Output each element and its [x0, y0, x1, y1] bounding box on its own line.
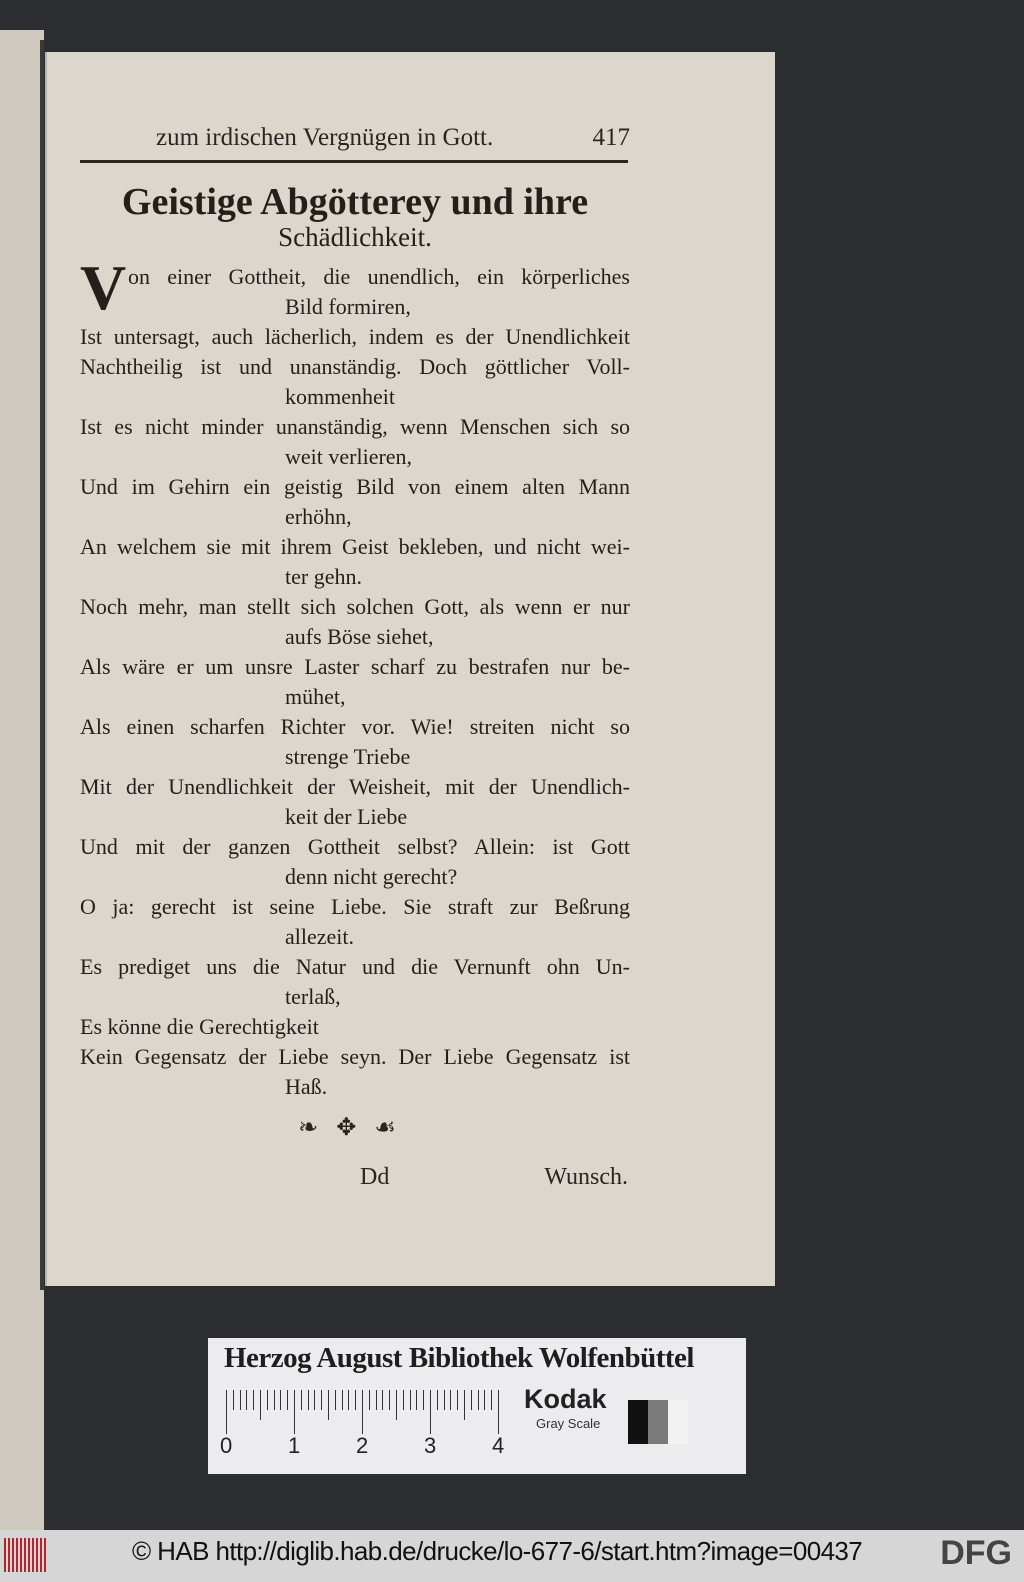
ruler-tick	[362, 1390, 363, 1434]
ruler-tick	[498, 1390, 499, 1434]
poem-line: Und mit der ganzen Gottheit selbst? Allein: ist Gott	[80, 834, 630, 859]
poem-line: keit der Liebe	[285, 804, 408, 829]
poem-line: Kein Gegensatz der Liebe seyn. Der Liebe Gegensatz ist	[80, 1044, 630, 1069]
ruler-tick	[464, 1390, 465, 1420]
scale-number: 1	[288, 1433, 301, 1458]
ruler-tick	[416, 1390, 417, 1410]
poem-line: Als wäre er um unsre Laster scharf zu bestrafen nur be-	[80, 654, 630, 679]
poem-line: denn nicht gerecht?	[285, 864, 458, 889]
ruler-tick	[478, 1390, 479, 1410]
poem-line: Noch mehr, man stellt sich solchen Gott, als wenn er nur	[80, 594, 630, 619]
ruler-tick	[471, 1390, 472, 1410]
poem-line: terlaß,	[285, 984, 341, 1009]
kodak-logo: Kodak	[524, 1384, 607, 1414]
ruler-tick	[314, 1390, 315, 1410]
footer-bar	[0, 1530, 1024, 1582]
gray-patch	[648, 1400, 668, 1444]
ruler-tick	[342, 1390, 343, 1410]
ruler-tick	[369, 1390, 370, 1410]
poem-line: An welchem sie mit ihrem Geist bekleben, und nicht wei-	[80, 534, 630, 559]
hab-logo-icon	[4, 1538, 48, 1572]
ruler-tick	[450, 1390, 451, 1410]
ruler-tick	[294, 1390, 295, 1434]
library-name: Herzog August Bibliothek Wolfenbüttel	[224, 1342, 694, 1374]
ruler-tick	[335, 1390, 336, 1410]
ruler-tick	[348, 1390, 349, 1410]
poem-line: Ist untersagt, auch lächerlich, indem es der Unendlichkeit	[80, 324, 630, 349]
page-number: 417	[592, 124, 630, 151]
ruler-tick	[396, 1390, 397, 1420]
poem-line: Haß.	[285, 1074, 328, 1099]
ruler-tick	[287, 1390, 288, 1410]
ruler-tick	[437, 1390, 438, 1410]
poem-title-line2: Schädlichkeit.	[278, 222, 432, 252]
ruler-tick	[301, 1390, 302, 1410]
ruler-tick	[280, 1390, 281, 1410]
color-target-card	[208, 1338, 746, 1474]
header-rule	[80, 160, 628, 163]
poem-line: Bild formiren,	[285, 294, 411, 319]
ruler-tick	[389, 1390, 390, 1410]
ruler-tick	[267, 1390, 268, 1410]
ruler-tick	[382, 1390, 383, 1410]
ruler-tick	[484, 1390, 485, 1410]
poem-body	[80, 252, 630, 1102]
poem-line: kommenheit	[285, 384, 395, 409]
scale-number: 0	[220, 1433, 233, 1458]
ruler-tick	[240, 1390, 241, 1410]
gray-patch	[668, 1400, 688, 1444]
page-header	[80, 122, 630, 156]
running-head: zum irdischen Vergnügen in Gott.	[156, 124, 494, 151]
scale-ruler	[226, 1390, 502, 1434]
catchword: Wunsch.	[544, 1164, 628, 1190]
poem-line: mühet,	[285, 684, 346, 709]
ruler-tick	[444, 1390, 445, 1410]
ruler-tick	[410, 1390, 411, 1410]
ruler-tick	[376, 1390, 377, 1410]
ruler-tick	[355, 1390, 356, 1410]
ruler-tick	[308, 1390, 309, 1410]
poem-line: aufs Böse siehet,	[285, 624, 434, 649]
scale-number: 2	[356, 1433, 369, 1458]
poem-line: strenge Triebe	[285, 744, 411, 769]
gray-scale-label: Gray Scale	[536, 1416, 601, 1431]
poem-line: O ja: gerecht ist seine Liebe. Sie straft zur Beßrung	[80, 894, 630, 919]
poem-line: Mit der Unendlichkeit der Weisheit, mit der Unendlich-	[80, 774, 630, 799]
poem-line: allezeit.	[285, 924, 355, 949]
ruler-tick	[226, 1390, 227, 1434]
ruler-tick	[491, 1390, 492, 1410]
poem-line: Ist es nicht minder unanständig, wenn Menschen sich so	[80, 414, 630, 439]
poem-line: Und im Gehirn ein geistig Bild von einem alten Mann	[80, 474, 630, 499]
poem-line: Nachtheilig ist und unanständig. Doch göttlicher Voll-	[80, 354, 630, 379]
facing-page-edge	[0, 30, 44, 1530]
ruler-tick	[246, 1390, 247, 1410]
poem-line: weit verlieren,	[285, 444, 413, 469]
scale-number: 4	[492, 1433, 505, 1458]
poem-title: Geistige Abgötterey und ihre	[121, 181, 589, 223]
ruler-tick	[253, 1390, 254, 1410]
ruler-tick	[274, 1390, 275, 1410]
scale-number: 3	[424, 1433, 437, 1458]
dfg-logo: DFG	[940, 1534, 1012, 1572]
ruler-tick	[260, 1390, 261, 1420]
ruler-tick	[328, 1390, 329, 1420]
ruler-tick	[403, 1390, 404, 1410]
ruler-tick	[321, 1390, 322, 1410]
ruler-tick	[457, 1390, 458, 1410]
ruler-tick	[233, 1390, 234, 1410]
poem-line: Es könne die Gerechtigkeit	[80, 1014, 319, 1039]
poem-line: ter gehn.	[285, 564, 362, 589]
drop-cap: V	[80, 252, 127, 323]
poem-line: erhöhn,	[285, 504, 352, 529]
signature-mark: Dd	[360, 1164, 390, 1190]
scale-numbers	[220, 1433, 520, 1459]
ruler-tick	[430, 1390, 431, 1434]
poem-line: Als einen scharfen Richter vor. Wie! streiten nicht so	[80, 714, 630, 739]
gray-patch	[628, 1400, 648, 1444]
page-gutter	[40, 40, 44, 1290]
ruler-tick	[423, 1390, 424, 1410]
poem-line: Es prediget uns die Natur und die Vernunft ohn Un-	[80, 954, 630, 979]
poem-line: on einer Gottheit, die unendlich, ein körperliches	[128, 264, 630, 289]
credit-link[interactable]: © HAB http://diglib.hab.de/drucke/lo-677-6/start.htm?image=00437	[132, 1536, 863, 1566]
printer-ornament: ❧ ✥ ☙	[298, 1115, 402, 1141]
